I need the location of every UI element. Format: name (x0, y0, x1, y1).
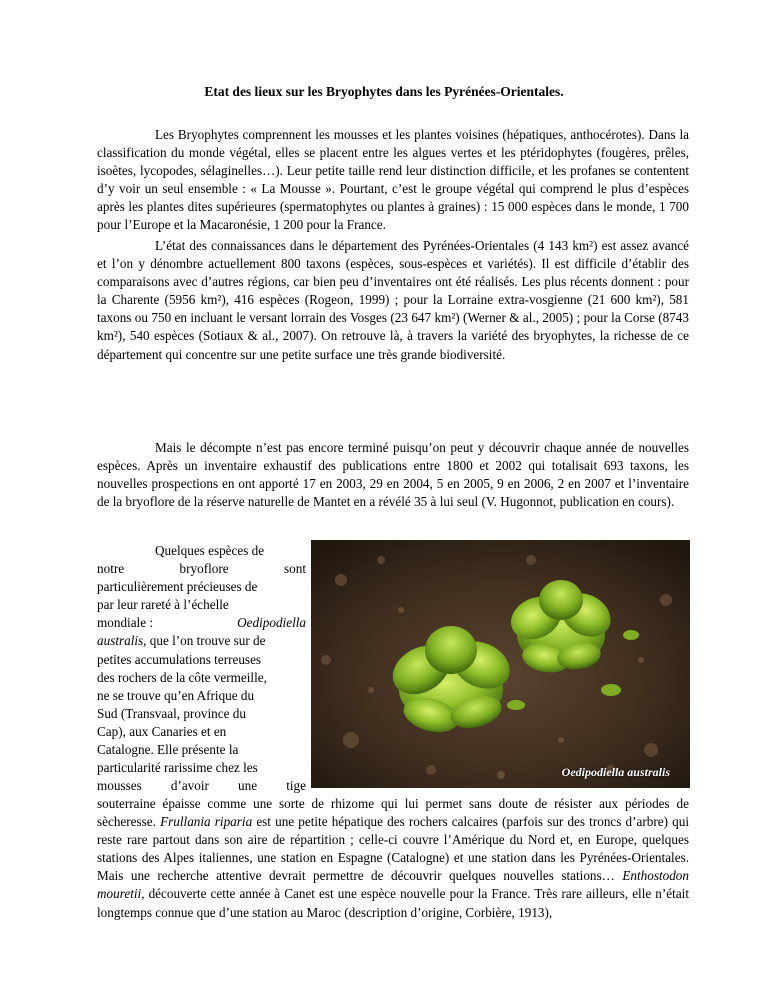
paragraph-knowledge-text: L’état des connaissances dans le département des Pyrénées-Orientales (4 143 km²) est assez avancé et l’on y dénombre actuellement 800 taxons (espèces, sous-espèces et variétés). Il est difficile d’établir des comparaisons avec d’autres régions, car bien peu d’inventaires ont été réalisés. Les plus récents donnent : pour la Charente (5956 km²), 416 espèces (Rogeon, 1999) ; pour la Lorraine extra-vosgienne (21 600 km²), 581 taxons ou 750 en incluant le versant lorrain des Vosges (23 647 km²) (Werner & al., 2005) ; pour la Corse (8743 km²), 540 espèces (Sotiaux & al., 2007). On retrouve là, à travers la variété des bryophytes, la richesse de ce département qui concentre sur une petite surface une très grande biodiversité. (97, 238, 689, 362)
paragraph-count (97, 439, 689, 511)
paragraph-count-text: Mais le décompte n’est pas encore terminé puisqu’on peut y découvrir chaque année de nouvelles espèces. Après un inventaire exhaustif des publications entre 1800 et 2002 qui totalisait 693 taxons, les nouvelles prospections en ont apporté 17 en 2003, 29 en 2004, 5 en 2005, 9 en 2006, 2 en 2007 et l’inventaire de la bryoflore de la réserve naturelle de Mantet en a révélé 35 à lui seul (V. Hugonnot, publication en cours). (97, 440, 689, 510)
species-frullania: Frullania riparia (160, 814, 253, 830)
paragraph-intro-text: Les Bryophytes comprennent les mousses et les plantes voisines (hépatiques, anthocérotes). Dans la classification du monde végétal, elles se placent entre les algues vertes et les ptéridophytes (fougères, prêles, isoètes, lycopodes, sélaginelles…). Leur petite taille rend leur distinction difficile, et les profanes se contentent d’y voir un seul ensemble : « La Mousse ». Pourtant, c’est le groupe végétal qui comprend le plus d’espèces après les plantes dites supérieures (spermatophytes ou plantes à graines) : 15 000 espèces dans le monde, 1 700 pour l’Europe et la Macaronésie, 1 200 pour la France. (97, 127, 689, 233)
moss-photo (311, 540, 690, 788)
paragraph-rare-species: souterraine épaisse comme une sorte de rhizome qui lui permet sans doute de résister aux périodes de sècheresse. Frullania riparia est une petite hépatique des rochers calcaires (parfois sur des troncs d’arbre) qui reste rare partout dans son aire de répartition ; celle-ci couvre l’Amérique du Nord et, en Europe, quelques stations des Alpes italiennes, une station en Espagne (Catalogne) et une station dans les Pyrénées-Orientales. Mais une recherche attentive devrait permettre de découvrir quelques nouvelles stations… Enthostodon mouretii, découverte cette année à Canet est une espèce nouvelle pour la France. Très rare ailleurs, elle n’était longtemps connue que d’une station au Maroc (description d’origine, Corbière, 1913), (97, 796, 689, 920)
wrapped-text-column: Quelques espèces de notre bryoflore sont particulièrement précieuses de par leur rareté à l’échelle mondiale : Oedipodiella australis, que l’on trouve sur de petites accumulations terreuses des rochers de la côte vermeille, ne se trouve qu’en Afrique du Sud (Transvaal, province du Cap), aux Canaries et en Catalogne. Elle présente la particularité rarissime chez les mousses d’avoir une tige (97, 543, 306, 794)
moss-photo-illustration (311, 540, 690, 788)
paragraph-intro (97, 126, 689, 235)
photo-caption: Oedipodiella australis (561, 765, 670, 779)
document-title: Etat des lieux sur les Bryophytes dans les Pyrénées-Orientales. (204, 84, 564, 99)
species-enthostodon: Enthostodon mouretii (97, 868, 689, 902)
paragraph-knowledge (97, 237, 689, 364)
